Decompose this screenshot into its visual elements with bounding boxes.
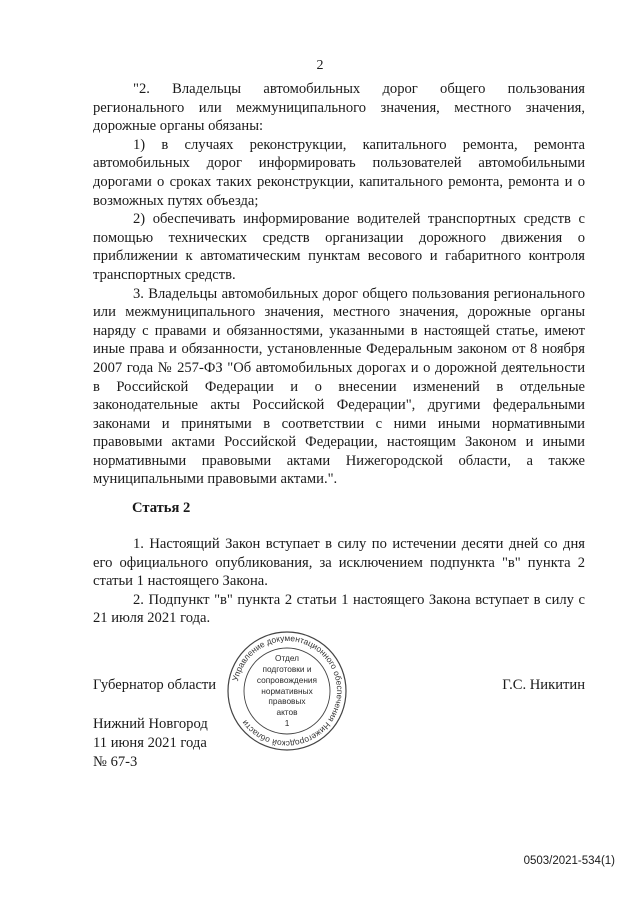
stamp-line: Отдел xyxy=(275,653,299,664)
article-2-heading: Статья 2 xyxy=(132,500,191,516)
paragraph: 2. Подпункт "в" пункта 2 статьи 1 настоящего Закона вступает в силу с 21 июля 2021 года. xyxy=(93,591,585,627)
paragraph: 3. Владельцы автомобильных дорог общего пользования регионального или межмуниципального значения, местного значения, дорожные органы наряду с правами и обязанностями, указанными в настоящей статье, имеют иные права и обязанности, установленные Федеральным законом от 8 ноября 2007 года № 257-ФЗ "Об автомобильных дорогах и о дорожной деятельности в Российской Федерации и о внесении изменений в отдельные законодательные акты Российской Федерации", другими федеральными законами и принятыми в соответствии с ними иными нормативными правовыми актами Российской Федерации, настоящим Законом и иными нормативными правовыми актами Нижегородской области, а также муниципальными правовыми актами.". xyxy=(93,285,585,488)
official-stamp xyxy=(226,630,348,752)
article-2-text xyxy=(93,535,585,628)
stamp-line: нормативных xyxy=(261,685,313,696)
signature-title: Губернатор области xyxy=(93,677,217,693)
document-code: 0503/2021-534(1) xyxy=(523,855,615,867)
stamp-line: сопровождения xyxy=(256,674,318,685)
signature-name: Г.С. Никитин xyxy=(502,677,585,693)
stamp-line: актов xyxy=(276,707,298,718)
page-number: 2 xyxy=(316,58,324,73)
stamp-line: подготовки и xyxy=(262,664,312,674)
paragraph: 2) обеспечивать информирование водителей транспортных средств с помощью технических средств организации дорожного движения о приближении к автоматическим пунктам весового и габаритного контроля транспортных средств. xyxy=(93,211,585,283)
paragraph: 1) в случаях реконструкции, капитального ремонта, ремонта автомобильных дорог информировать пользователей автомобильными дорогами о сроках таких реконструкции, капитального ремонта, ремонта и о возможных путях объезда; xyxy=(93,136,585,209)
paragraph: 1. Настоящий Закон вступает в силу по истечении десяти дней со дня его официального опубликования, за исключением подпункта "в" пункта 2 статьи 1 настоящего Закона. xyxy=(93,536,585,590)
stamp-line: 1 xyxy=(284,717,290,728)
stamp-center-text xyxy=(226,630,348,752)
paragraph: "2. Владельцы автомобильных дорог общего пользования регионального или межмуниципального значения, местного значения, дорожные органы обязаны: xyxy=(93,81,585,135)
law-number: № 67-3 xyxy=(93,754,138,770)
signature-place: Нижний Новгород xyxy=(93,716,208,732)
article-1-text xyxy=(93,80,585,489)
signature-date: 11 июня 2021 года xyxy=(93,735,207,751)
stamp-ring-text: Управление документационного обеспечения Нижегородской области xyxy=(230,632,346,750)
stamp-line: правовых xyxy=(268,696,306,707)
